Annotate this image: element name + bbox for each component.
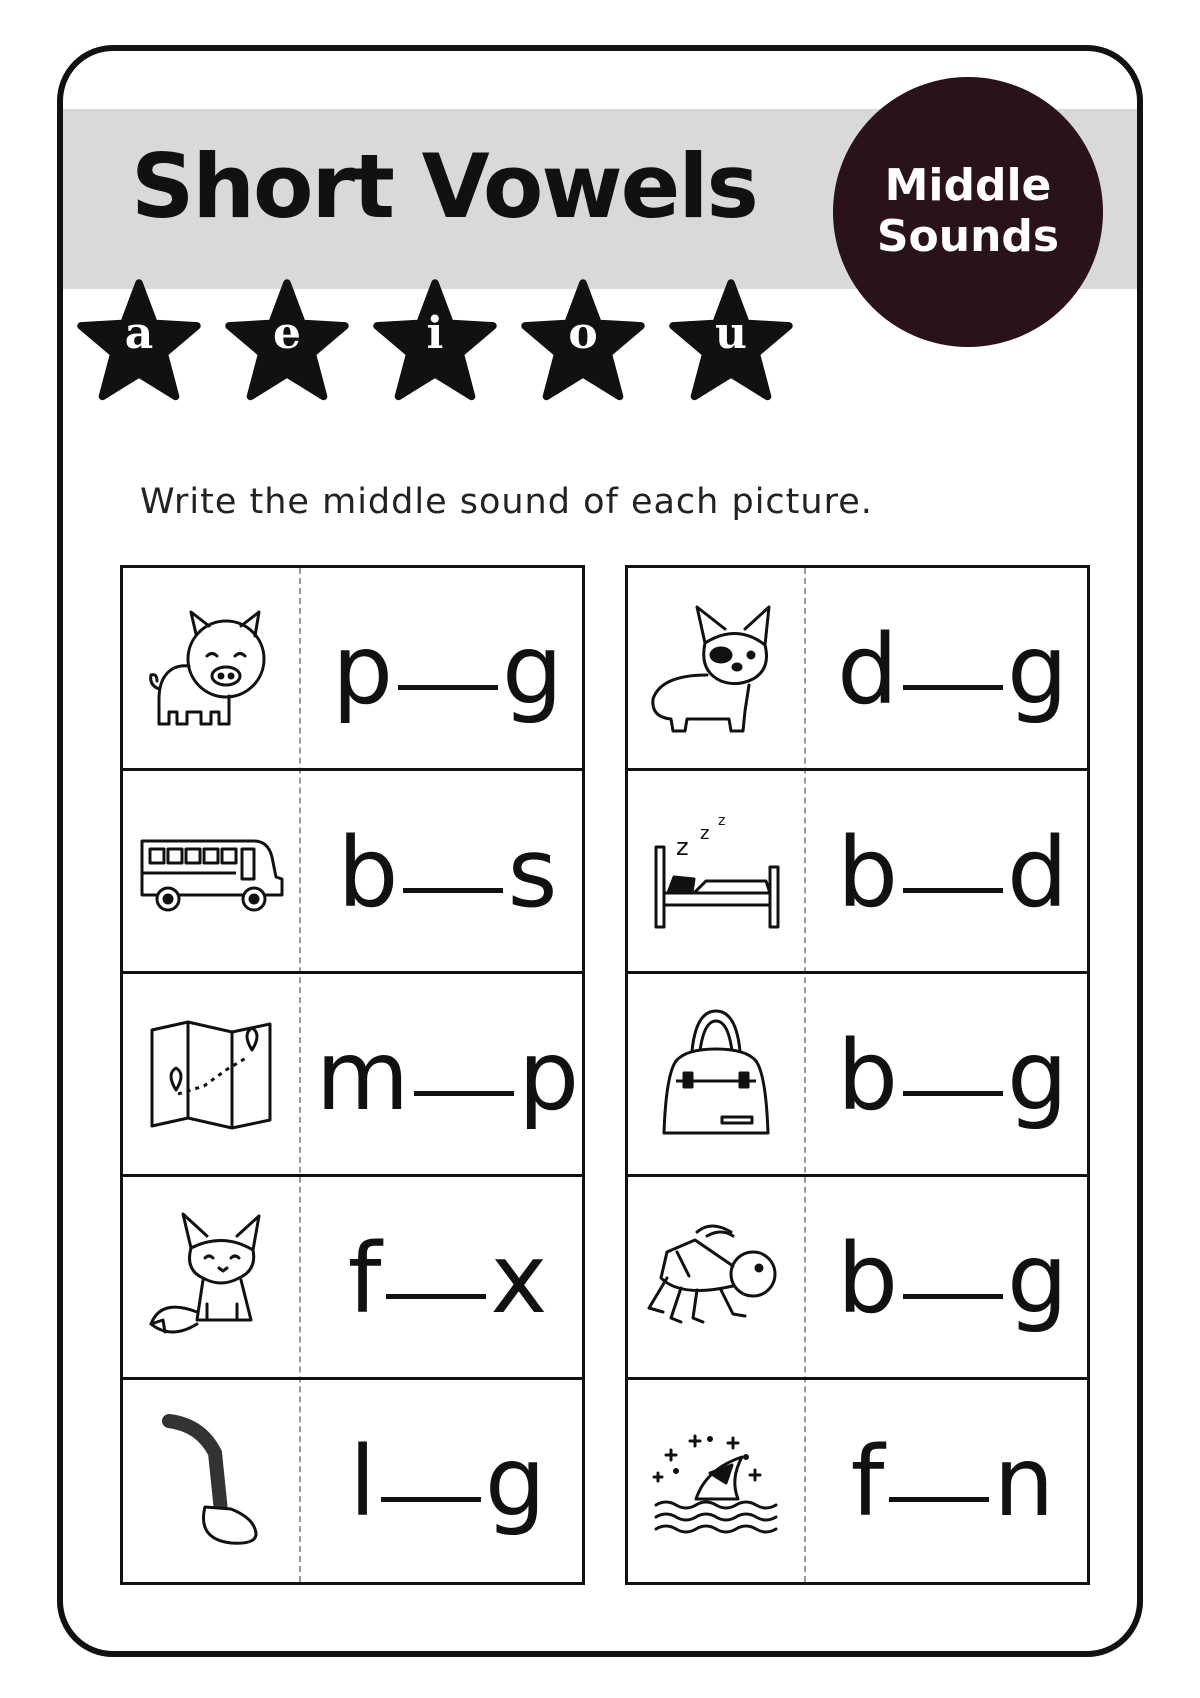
word-with-blank <box>818 1380 1088 1583</box>
word-row <box>628 771 1087 974</box>
bug-icon <box>638 1193 794 1363</box>
last-letter: s <box>507 816 559 929</box>
word-row <box>123 771 582 974</box>
vowel-star-a <box>76 278 202 404</box>
shark-fin-icon <box>638 1396 794 1566</box>
answer-blank[interactable] <box>903 1091 1003 1096</box>
vowel-star-e <box>224 278 350 404</box>
word-with-blank <box>818 771 1088 974</box>
last-letter: p <box>518 1019 581 1132</box>
word-with-blank <box>313 1177 583 1380</box>
last-letter: g <box>484 1425 547 1538</box>
instruction-text: Write the middle sound of each picture. <box>140 482 873 522</box>
last-letter: n <box>993 1425 1056 1538</box>
first-letter: m <box>315 1019 411 1132</box>
last-letter: g <box>1007 613 1069 726</box>
word-with-blank <box>313 568 583 771</box>
last-letter: g <box>1007 1222 1069 1335</box>
last-letter: g <box>502 613 564 726</box>
word-row <box>628 1380 1087 1583</box>
answer-blank[interactable] <box>381 1497 481 1502</box>
word-with-blank <box>313 974 583 1177</box>
vowel-star-i <box>372 278 498 404</box>
last-letter: g <box>1007 1019 1069 1132</box>
badge-line-1: Middle <box>884 160 1052 212</box>
word-row <box>123 568 582 771</box>
right-word-column <box>625 565 1090 1585</box>
word-row <box>628 974 1087 1177</box>
fox-icon <box>133 1193 289 1363</box>
vowel-letter: i <box>426 308 444 359</box>
bus-icon <box>133 787 289 957</box>
svg-text:z: z <box>718 813 726 829</box>
svg-text:z: z <box>700 823 710 844</box>
answer-blank[interactable] <box>403 888 503 893</box>
dog-icon <box>638 584 794 754</box>
answer-blank[interactable] <box>903 685 1003 690</box>
answer-blank[interactable] <box>386 1294 486 1299</box>
map-icon <box>133 990 289 1160</box>
first-letter: f <box>850 1425 886 1538</box>
first-letter: b <box>337 816 400 929</box>
answer-blank[interactable] <box>889 1497 989 1502</box>
answer-blank[interactable] <box>903 1294 1003 1299</box>
word-row <box>123 1380 582 1583</box>
svg-text:z: z <box>676 833 689 861</box>
word-row <box>123 974 582 1177</box>
leg-icon <box>133 1396 289 1566</box>
word-row <box>628 1177 1087 1380</box>
left-word-column <box>120 565 585 1585</box>
word-with-blank <box>818 974 1088 1177</box>
word-with-blank <box>313 771 583 974</box>
vowel-stars <box>76 278 794 404</box>
answer-blank[interactable] <box>903 888 1003 893</box>
first-letter: p <box>332 613 394 726</box>
first-letter: f <box>347 1222 383 1335</box>
badge-line-2: Sounds <box>876 211 1060 262</box>
vowel-letter: u <box>715 308 747 359</box>
vowel-letter: o <box>568 308 598 359</box>
answer-blank[interactable] <box>414 1091 514 1096</box>
word-row <box>628 568 1087 771</box>
bed-icon <box>638 787 794 957</box>
word-with-blank <box>313 1380 583 1583</box>
vowel-star-o <box>520 278 646 404</box>
bag-icon <box>638 990 794 1160</box>
first-letter: b <box>837 816 899 929</box>
word-with-blank <box>818 1177 1088 1380</box>
worksheet-title: Short Vowels <box>131 135 757 238</box>
vowel-letter: e <box>273 308 301 359</box>
middle-sounds-badge <box>833 77 1103 347</box>
first-letter: b <box>837 1222 899 1335</box>
vowel-star-u <box>668 278 794 404</box>
word-row <box>123 1177 582 1380</box>
vowel-letter: a <box>124 308 154 359</box>
first-letter: d <box>837 613 899 726</box>
first-letter: b <box>837 1019 899 1132</box>
answer-blank[interactable] <box>398 685 498 690</box>
pig-icon <box>133 584 289 754</box>
last-letter: d <box>1007 816 1069 929</box>
last-letter: x <box>490 1222 549 1335</box>
word-with-blank <box>818 568 1088 771</box>
first-letter: l <box>349 1425 377 1538</box>
